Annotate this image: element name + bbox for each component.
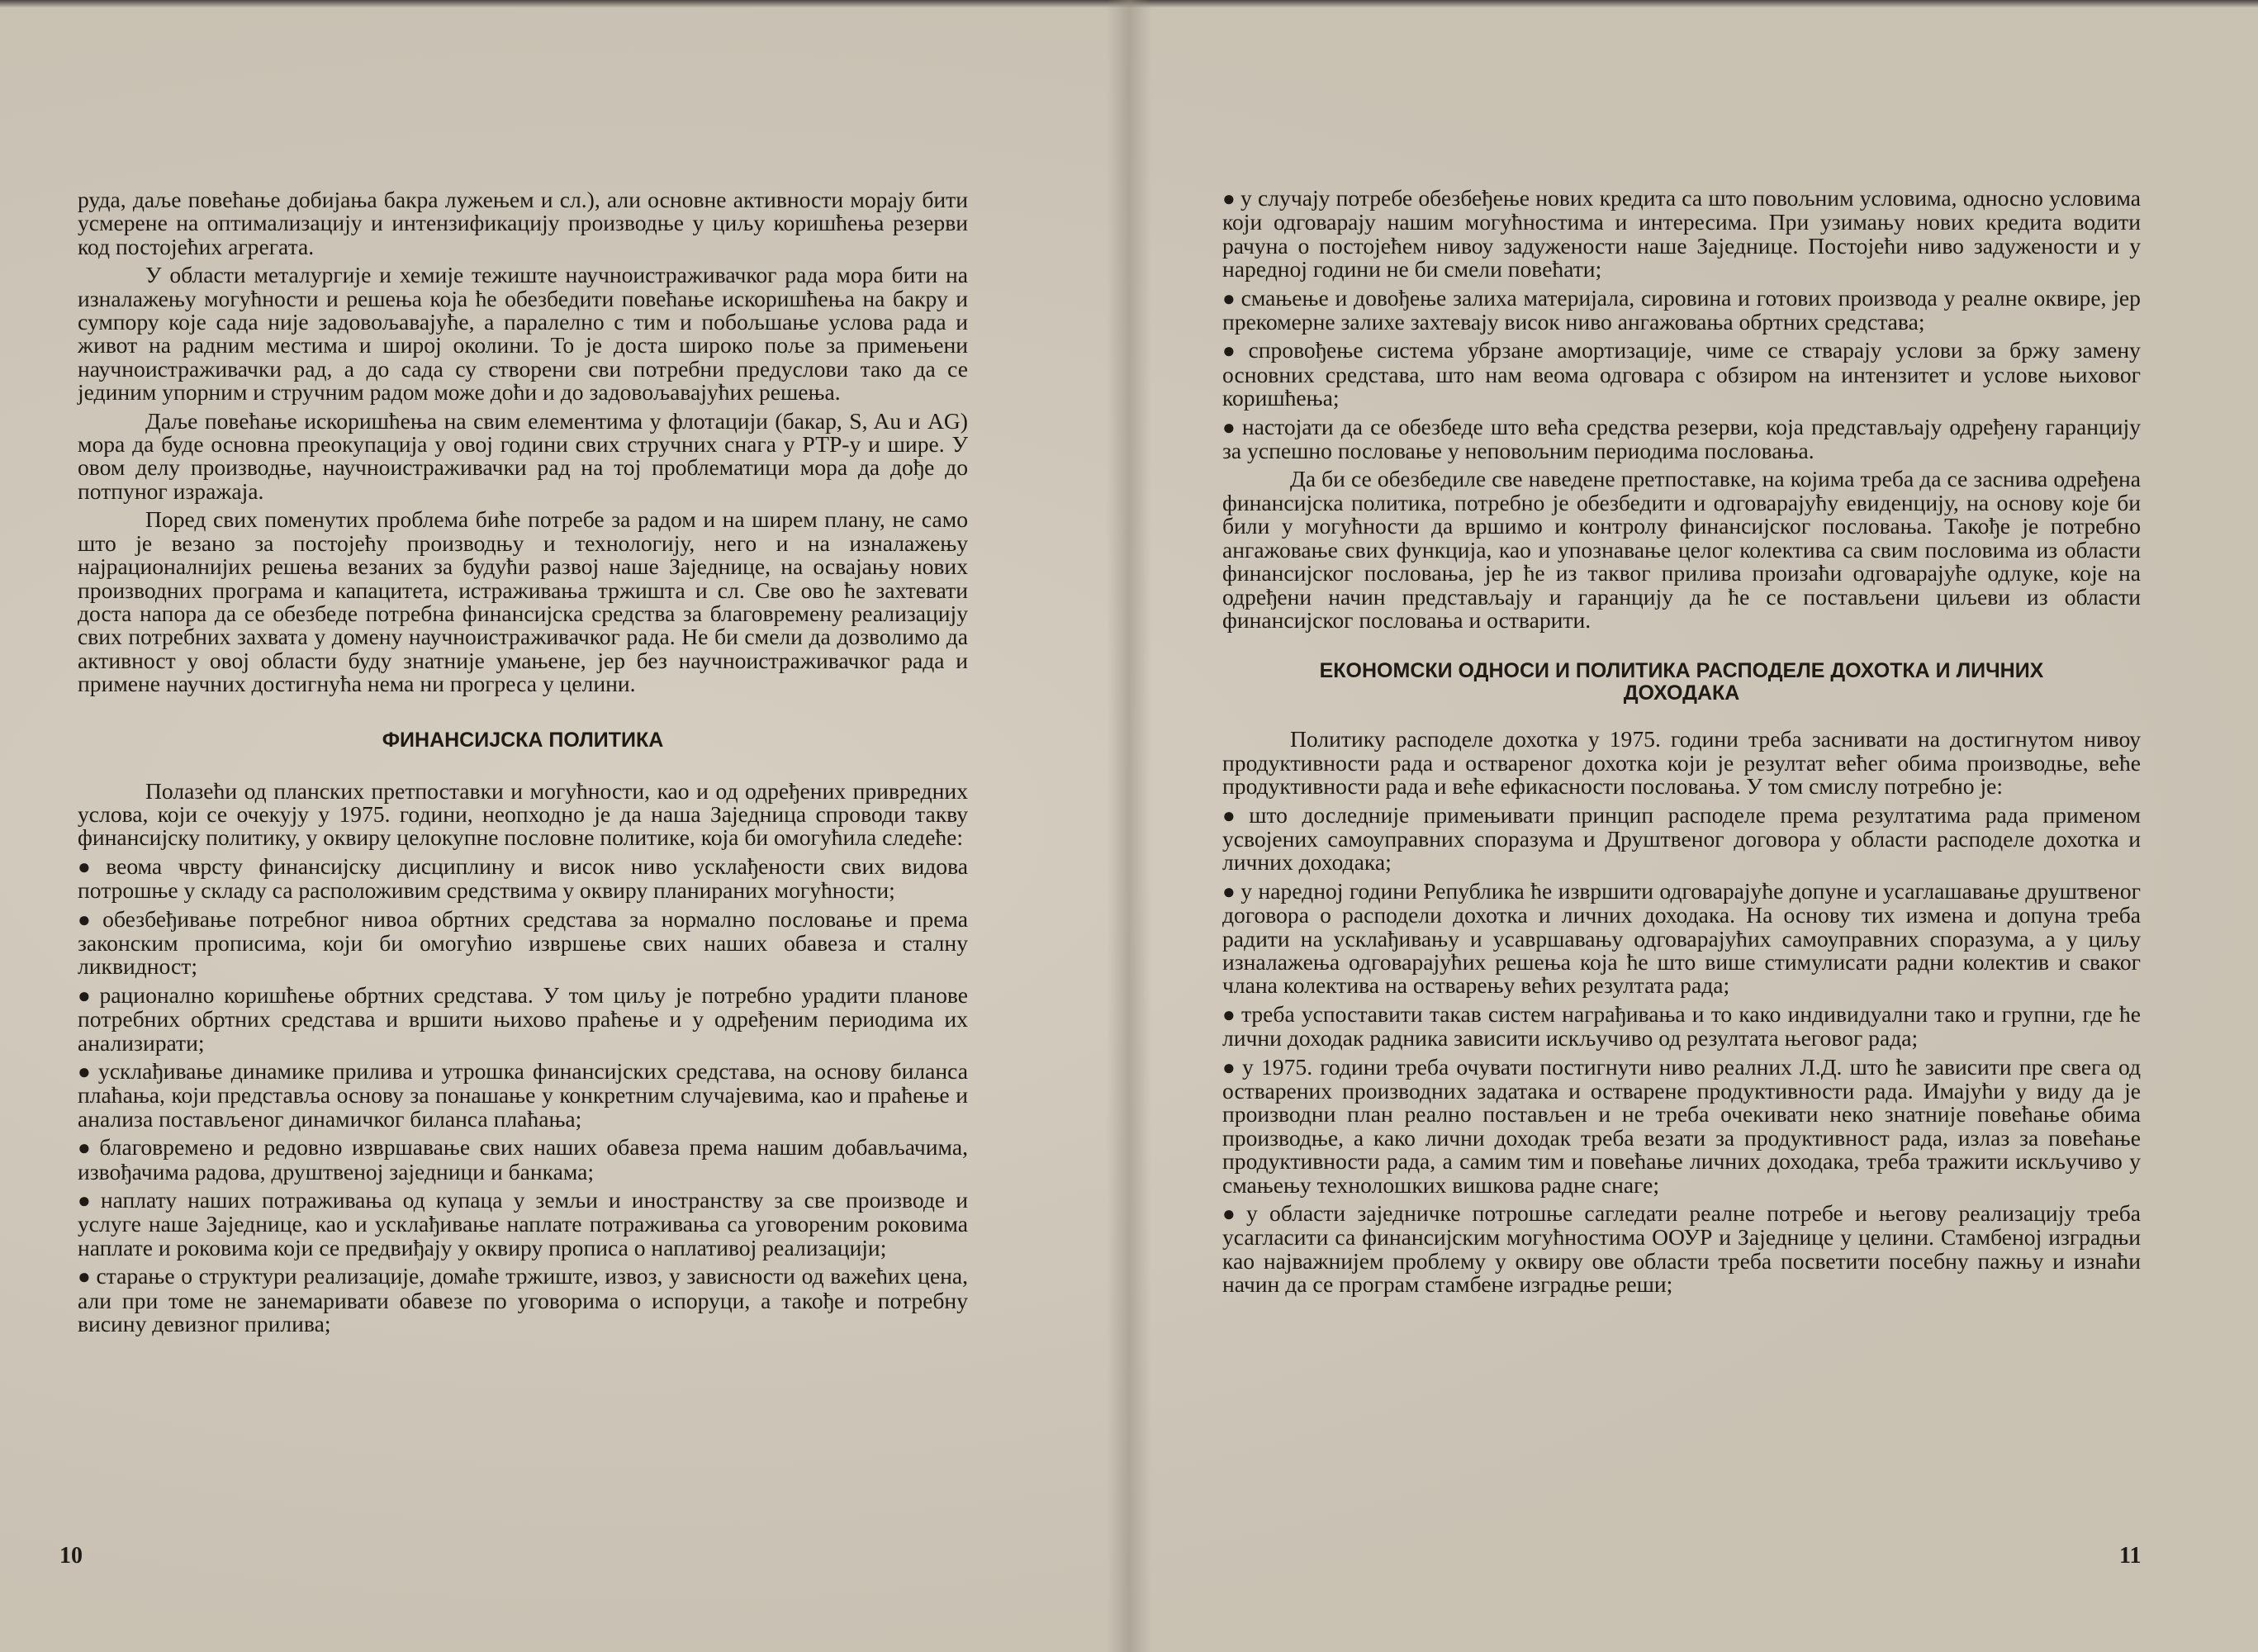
bullet-item: ● усклађивање динамике прилива и утрошка финансијских средстава, на основу биланса плаћања, који представља основу за понашање у конкретним случајевима, као и праћење и анализа постављеног динамичког биланса плаћања; — [78, 1060, 968, 1131]
bullet-item: ● настојати да се обезбеде што већа средства резерви, која представљају одређену гаранцију за успешно пословање у неповољним периодима пословања. — [1222, 415, 2141, 463]
left-paragraph: Поред свих поменутих проблема биће потребе за радом и на ширем плану, не само што је везано за постојећу производњу и технологију, него и на изналажењу најрационалнијих решења везаних за будући развој наше Заједнице, на освајању нових производних програма и капацитета, истраживања тржишта и сл. Све ово ће захтевати доста напора да се обезбеде потребна финансијска средства за благовремену реализацију свих потребних захвата у домену научноистраживачког рада. Не би смели да дозволимо да активност у овој области буду знатније умањене, јер без научноистраживачког рада и примене научних достигнућа нема ни прогреса у целини. — [78, 506, 968, 697]
book-gutter — [1107, 0, 1151, 1652]
bullet-item: ● што доследније примењивати принцип расподеле према резултатима рада применом усвојених самоуправних споразума и Друштвеног договора у области расподеле дохотка и личних доходака; — [1222, 804, 2141, 875]
section-heading-economic-relations: ЕКОНОМСКИ ОДНОСИ И ПОЛИТИКА РАСПОДЕЛЕ ДОХОТКА И ЛИЧНИХ ДОХОДАКА — [1319, 659, 2044, 705]
bullet-item: ● треба успоставити такав систем награђивања и то како индивидуални тако и групни, где ће лични доходак радника зависити искључиво од резултата његовог рада; — [1222, 1003, 2141, 1051]
left-paragraph: руда, даље повећање добијања бакра лужењем и сл.), али основне активности морају бити усмерене на оптимализацију и интензификацију производње у циљу коришћења резерви код постојећих агрегата. — [78, 187, 968, 259]
bullet-item: ● рационално коришћење обртних средстава. У том циљу је потребно урадити планове потребних обртних средстава и вршити њихово праћење и у одређеним периодима их анализирати; — [78, 984, 968, 1055]
bullet-item: ● у 1975. години треба очувати постигнути ниво реалних Л.Д. што ће зависити пре свега од остварених производних задатака и остварене продуктивности рада. Имајући у виду да је производни план реално постављен и не треба очекивати неко знатније повећање обима производње, а како лични доходак треба везати за продуктивност рада, излаз за повећање продуктивности рада, а самим тим и повећање личних доходака, треба тражити искључиво у смањењу технолошких вишкова радне снаге; — [1222, 1056, 2141, 1197]
bullet-item: ● веома чврсту финансијску дисциплину и висок ниво усклађености свих видова потрошње у складу са расположивим средствима у оквиру планираних могућности; — [78, 855, 968, 903]
bullet-item: ● спровођење система убрзане амортизације, чиме се стварају услови за бржу замену основних средстава, што нам веома одговара с обзиром на интензитет и услове њиховог коришћења; — [1222, 339, 2141, 410]
bullet-item: ● у области заједничке потрошње сагледати реалне потребе и његову реализацију треба усагласити са финансијским могућностима ООУР и Заједнице у целини. Стамбеној изградњи као најважнијем проблему у оквиру ове области треба посветити посебну пажњу и изнаћи начин да се програм стамбене изградње реши; — [1222, 1202, 2141, 1297]
bullet-item: ● у случају потребе обезбеђење нових кредита са што повољним условима, односно условима који одговарају нашим могућностима и интересима. При узимању нових кредита водити рачуна о постојећем нивоу задужености наше Заједнице. Постојећи ниво задужености и у наредној години не би смели повећати; — [1222, 187, 2141, 282]
page-number-left: 10 — [59, 1543, 83, 1569]
bullet-item: ● старање о структури реализације, домаће тржиште, извоз, у зависности од важећих цена, али при томе не занемаривати обавезе по уговорима о испоруци, а такође и потребну висину девизног прилива; — [78, 1265, 968, 1336]
left-intro-paragraph: Полазећи од планских претпоставки и могућности, као и од одређених привредних услова, који се очекују у 1975. години, неопходно је да наша Заједница спроводи такву финансијску политику, у оквиру целокупне пословне политике, која би омогућила следеће: — [78, 777, 968, 851]
left-page-text — [78, 188, 968, 1336]
right-page-text — [1222, 187, 2141, 1297]
bullet-item: ● смањење и довођење залиха материјала, сировина и готових производа у реалне оквире, јер прекомерне залихе захтевају висок ниво ангажовања обртних средстава; — [1222, 287, 2141, 335]
page-number-right: 11 — [2119, 1543, 2142, 1569]
bullet-item: ● наплату наших потраживања од купаца у земљи и иностранству за све производе и услуге наше Заједнице, као и усклађивање наплате потраживања са уговореним роковима наплате и роковима који се предвиђају у оквиру прописа о наплативој реализацији; — [78, 1189, 968, 1260]
right-closing-paragraph: Да би се обезбедиле све наведене претпоставке, на којима треба да се заснива одређена финансијска политика, потребно је обезбедити и одговарајућу евиденцију, на основу које би били у могућности да вршимо и контролу финансијског пословања. Такође је потребно ангажовање свих функција, као и упознавање целог колектива са свим пословима из области финансијског пословања, јер ће из таквог прилива произаћи одговарајуће одлуке, које на одређени начин представљају и гаранцију да ће се постављени циљеви из области финансијског пословања и остварити. — [1222, 466, 2141, 633]
section-heading-financial-policy: ФИНАНСИЈСКА ПОЛИТИКА — [382, 728, 664, 752]
left-paragraph: У области металургије и хемије тежиште научноистраживачког рада мора бити на изналажењу могућности и решења која ће обезбедити повећање искоришћења на бакру и сумпору које сада није задовољавајуће, а паралелно с тим и побољшање услова рада и живот на радним местима и широј околини. То је доста широко поље за примењени научноистраживачки рад, а до сада су створени сви потребни предуслови тако да се јединим упорним и стручним радом може доћи и до задовољавајућих решења. — [78, 262, 968, 406]
bullet-item: ● благовремено и редовно извршавање свих наших обавеза према нашим добављачима, извођачима радова, друштвеној заједници и банкама; — [78, 1136, 968, 1184]
bullet-item: ● у наредној години Република ће извршити одговарајуће допуне и усаглашавање друштвеног договора о расподели дохотка и личних доходака. На основу тих измена и допуна треба радити на усклађивању и усавршавању одговарајућих самоуправних споразума, а у циљу изналажења одговарајућих решења која ће што више стимулисати радни колектив и сваког члана колектива на остварењу већих резултата рада; — [1222, 880, 2141, 998]
bullet-item: ● обезбеђивање потребног нивоа обртних средстава за нормално пословање и према законским прописима, који би омогућио извршење свих наших обавеза и сталну ликвидност; — [78, 908, 968, 979]
right-intro-paragraph: Политику расподеле дохотка у 1975. години треба заснивати на достигнутом нивоу продуктивности рада и оствареног дохотка који је резултат већег обима производње, веће продуктивности рада и веће ефикасности пословања. У том смислу потребно је: — [1222, 726, 2141, 800]
left-paragraph: Даље повећање искоришћења на свим елементима у флотацији (бакар, S, Au и AG) мора да буде основна преокупација у овој години свих стручних снага у РТР-у и шире. У овом делу производње, научноистраживачки рад на тој проблематици мора да дође до потпуног изражаја. — [78, 407, 968, 504]
